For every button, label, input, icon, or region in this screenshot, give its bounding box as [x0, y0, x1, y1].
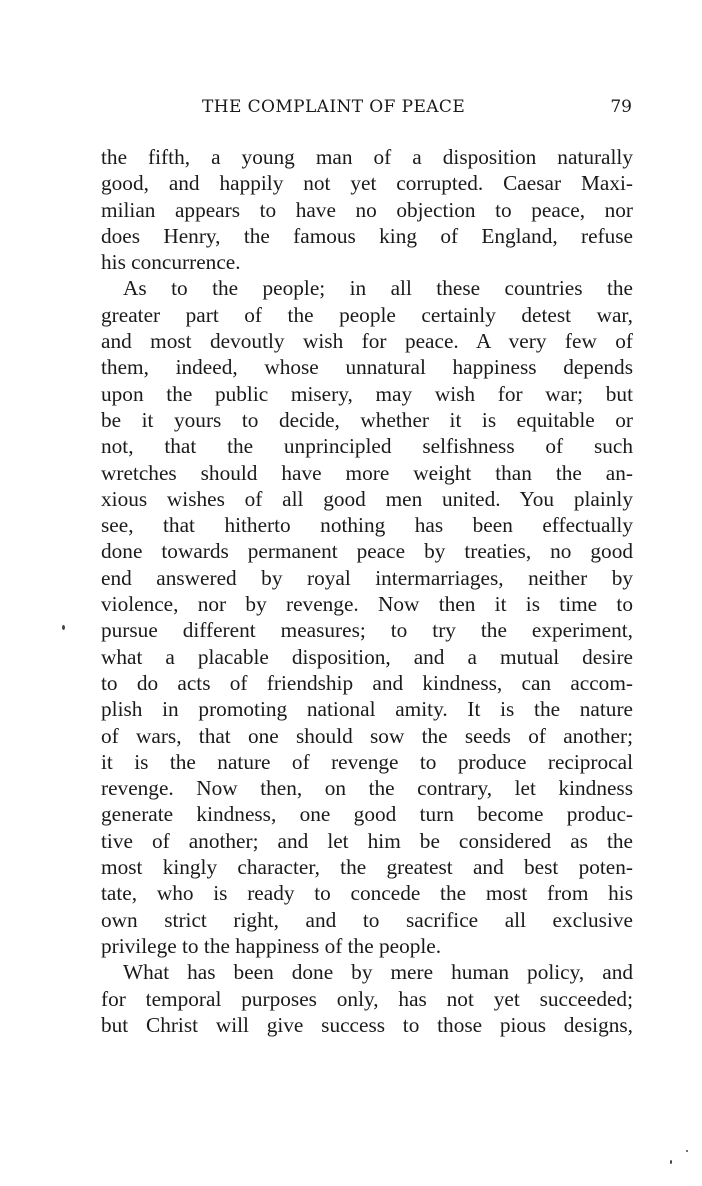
text-line: upon the public misery, may wish for war; but: [101, 381, 633, 406]
text-line: xious wishes of all good men united. You plainly: [101, 486, 633, 511]
text-line: greater part of the people certainly detest war,: [101, 302, 633, 327]
text-line: but Christ will give success to those pious designs,: [101, 1012, 633, 1037]
text-line: violence, nor by revenge. Now then it is time to: [101, 592, 633, 617]
text-line: does Henry, the famous king of England, refuse: [101, 223, 633, 248]
text-line: own strict right, and to sacrifice all exclusive: [101, 907, 633, 932]
text-line: privilege to the happiness of the people.: [101, 933, 442, 958]
running-head: [102, 97, 632, 121]
scan-speck: [670, 1160, 672, 1164]
text-line: good, and happily not yet corrupted. Caesar Maxi-: [101, 171, 633, 196]
body-text: [101, 144, 633, 1038]
text-line: to do acts of friendship and kindness, can accom-: [101, 670, 633, 695]
text-line: the fifth, a young man of a disposition naturally: [101, 145, 633, 169]
text-line: be it yours to decide, whether it is equitable or: [101, 407, 633, 432]
text-line: What has been done by mere human policy, and: [123, 960, 633, 985]
text-line: plish in promoting national amity. It is the nature: [101, 697, 633, 722]
text-line: for temporal purposes only, has not yet succeeded;: [101, 986, 633, 1011]
page-number: 79: [610, 97, 632, 117]
paragraph-1: [101, 144, 633, 275]
scan-speck: [62, 625, 65, 630]
text-line: his concurrence.: [101, 250, 241, 275]
text-line: wretches should have more weight than the an-: [101, 460, 633, 485]
text-line: done towards permanent peace by treaties, no good: [101, 539, 633, 564]
text-line: tate, who is ready to concede the most from his: [101, 881, 633, 906]
scan-speck: [686, 1150, 688, 1152]
text-line: it is the nature of revenge to produce reciprocal: [101, 749, 633, 774]
text-line: milian appears to have no objection to peace, nor: [101, 197, 633, 222]
text-line: of wars, that one should sow the seeds of another;: [101, 723, 633, 748]
paragraph-2: [101, 275, 633, 959]
text-line: pursue different measures; to try the experiment,: [101, 618, 633, 643]
text-line: end answered by royal intermarriages, neither by: [101, 565, 633, 590]
text-line: most kingly character, the greatest and best poten-: [101, 855, 633, 880]
paragraph-3: [101, 959, 633, 1038]
text-line: and most devoutly wish for peace. A very few of: [101, 329, 633, 354]
text-line: them, indeed, whose unnatural happiness depends: [101, 355, 633, 380]
running-title: THE COMPLAINT OF PEACE: [202, 97, 466, 117]
text-line: revenge. Now then, on the contrary, let kindness: [101, 776, 633, 801]
text-line: see, that hitherto nothing has been effectually: [101, 513, 633, 538]
text-line: not, that the unprincipled selfishness of such: [101, 434, 633, 459]
text-line: As to the people; in all these countries the: [123, 276, 633, 301]
text-line: generate kindness, one good turn become produc-: [101, 802, 633, 827]
text-line: tive of another; and let him be considered as the: [101, 828, 633, 853]
text-line: what a placable disposition, and a mutual desire: [101, 644, 633, 669]
